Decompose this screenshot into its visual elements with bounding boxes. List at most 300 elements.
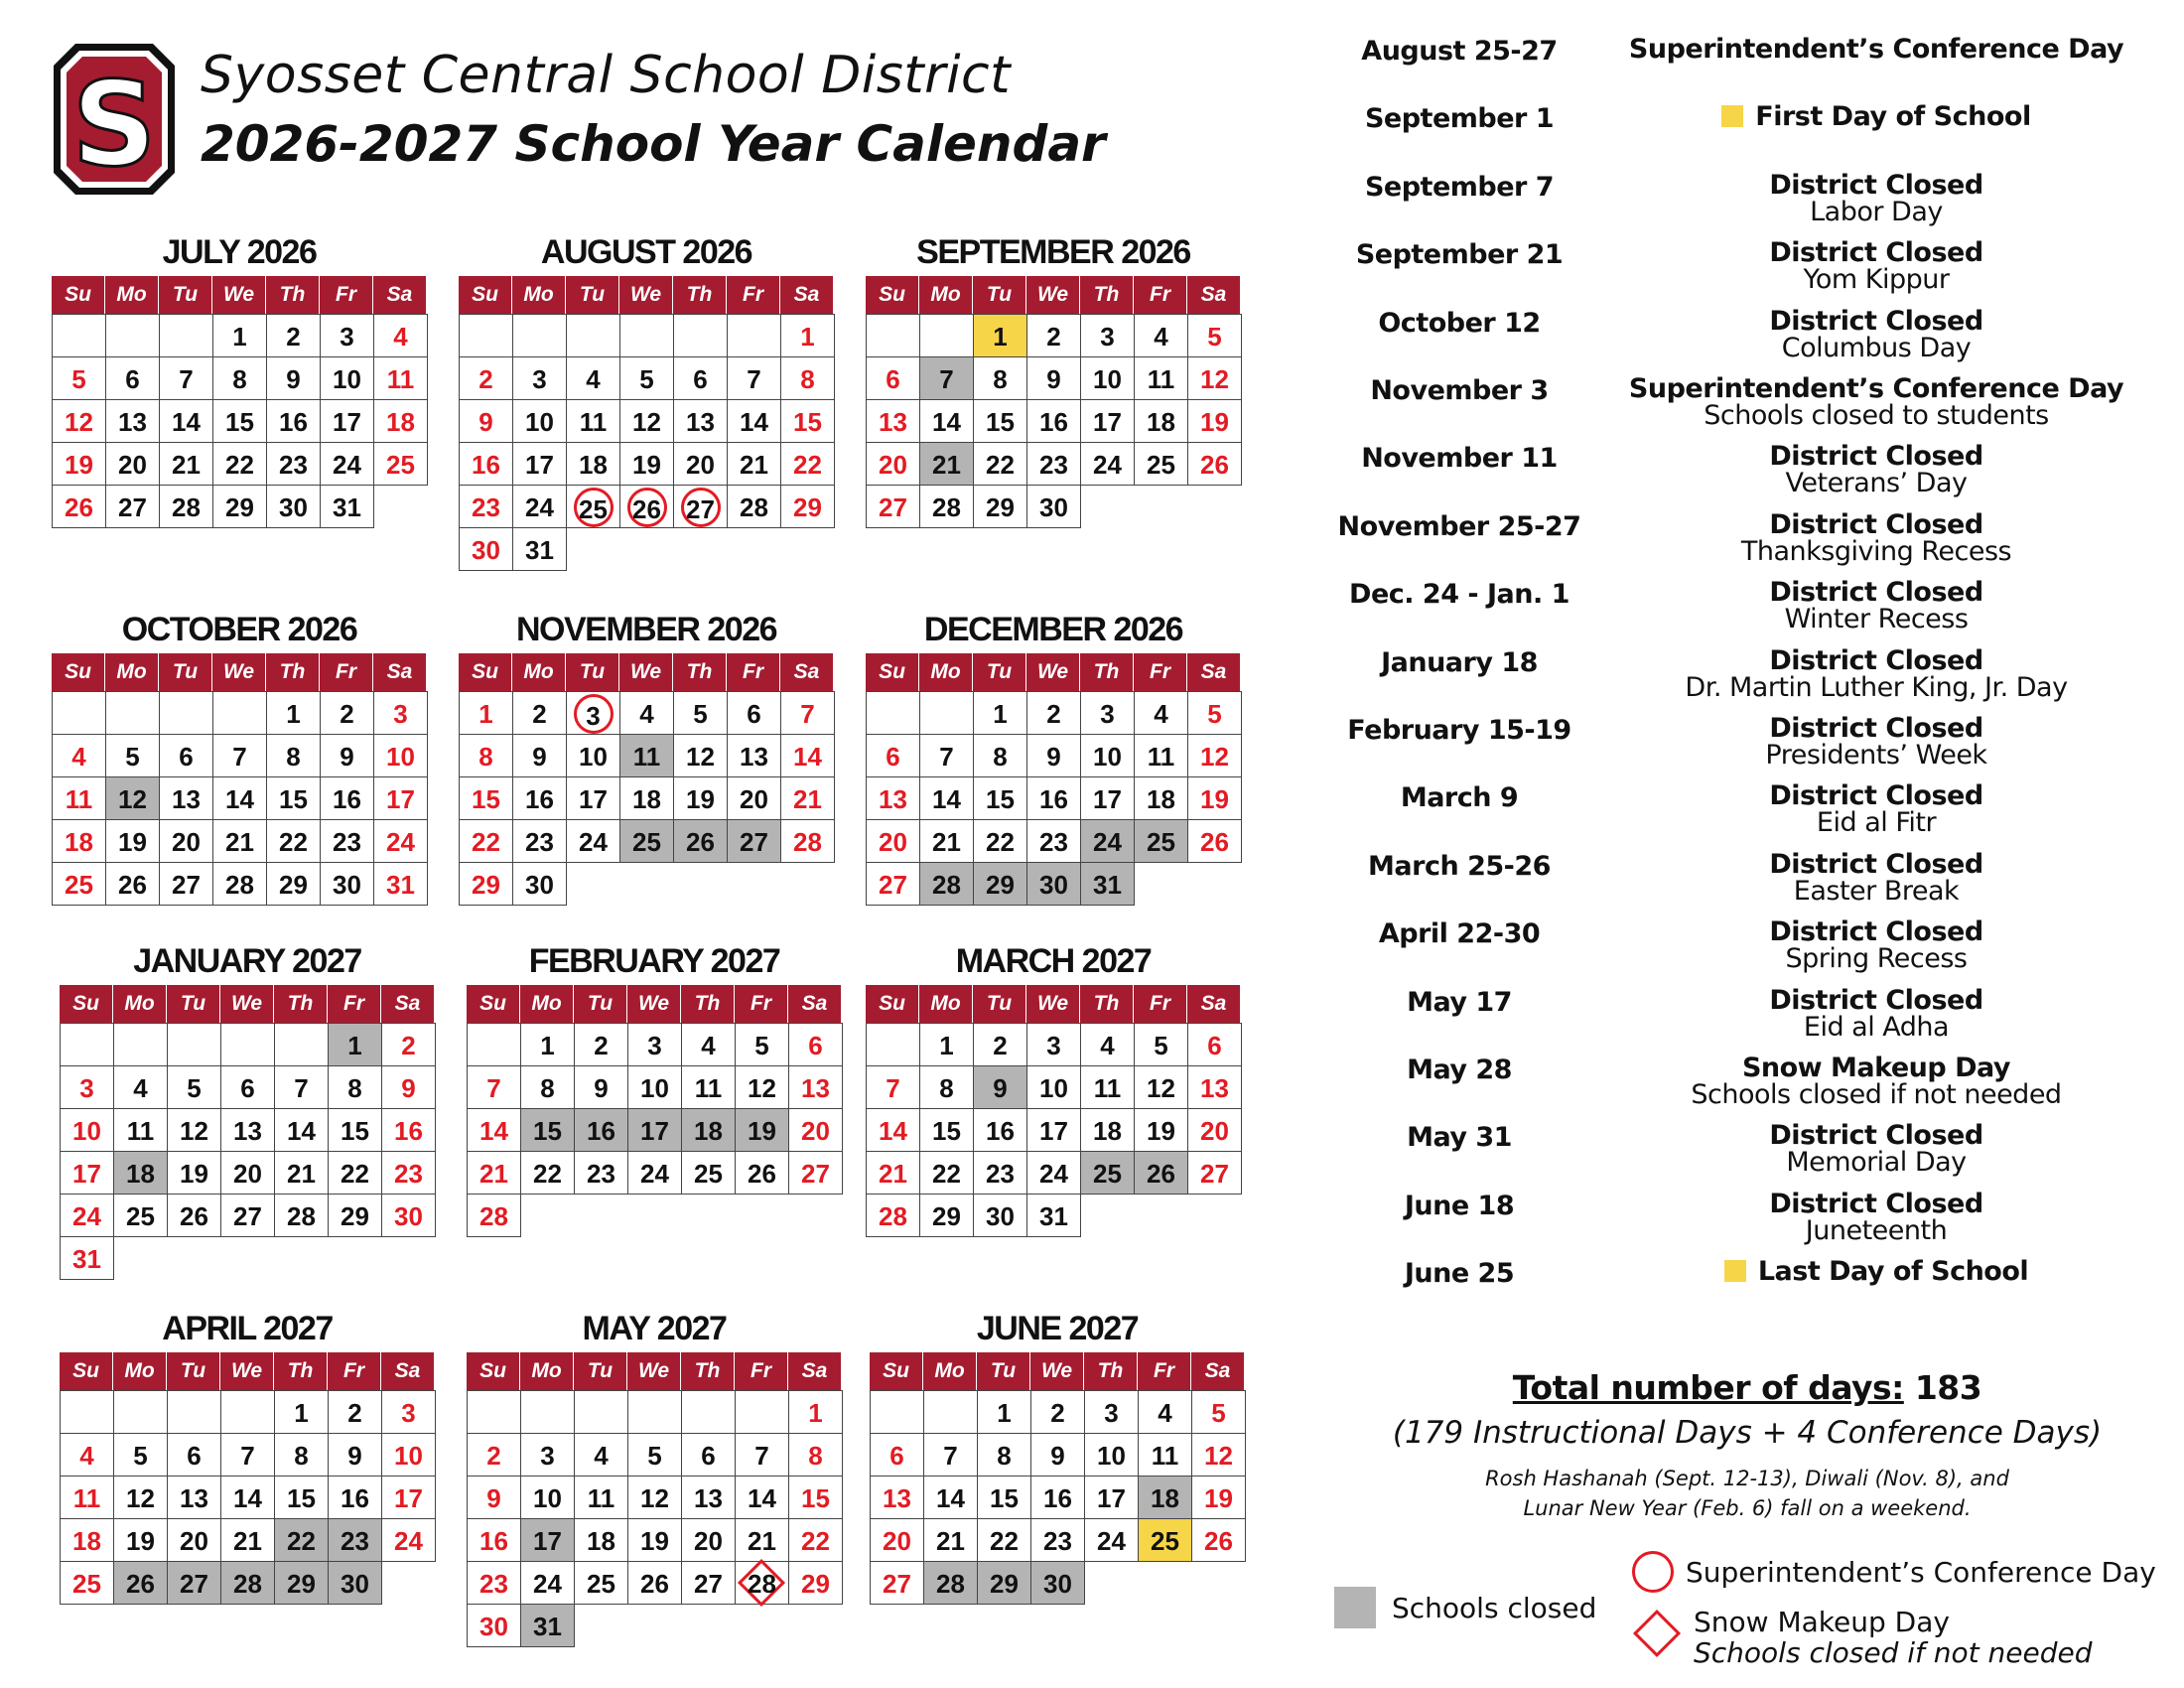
day-cell bbox=[788, 1476, 843, 1519]
day-number: 12 bbox=[1147, 1073, 1175, 1103]
empty-cell bbox=[52, 314, 106, 357]
empty-cell bbox=[1134, 862, 1188, 906]
day-cell bbox=[566, 819, 620, 863]
empty-cell bbox=[673, 527, 728, 571]
day-cell bbox=[220, 1518, 275, 1562]
day-cell bbox=[1134, 399, 1188, 443]
day-number: 24 bbox=[533, 1569, 562, 1599]
day-cell bbox=[673, 399, 728, 443]
day-cell bbox=[1030, 1390, 1085, 1434]
day-number: 30 bbox=[1043, 1569, 1072, 1599]
day-number: 13 bbox=[879, 784, 907, 814]
event-title: Snow Makeup Day bbox=[1741, 1053, 2011, 1083]
day-number: 6 bbox=[693, 364, 708, 394]
day-cell bbox=[212, 356, 267, 400]
day-number: 9 bbox=[993, 1073, 1008, 1103]
day-cell bbox=[673, 776, 728, 820]
day-number: 26 bbox=[748, 1159, 776, 1189]
day-number: 29 bbox=[986, 492, 1015, 522]
day-number: 8 bbox=[478, 742, 493, 772]
weekday-header: Tu bbox=[159, 276, 212, 314]
empty-cell bbox=[727, 527, 781, 571]
day-cell bbox=[320, 734, 374, 777]
event-date: August 25-27 bbox=[1361, 36, 1558, 67]
day-cell bbox=[1030, 1518, 1085, 1562]
weekday-header: Mo bbox=[919, 653, 973, 691]
day-cell bbox=[1026, 314, 1081, 357]
day-number: 15 bbox=[990, 1483, 1019, 1513]
day-cell bbox=[373, 442, 428, 486]
day-number: 17 bbox=[525, 450, 554, 480]
weekday-header: Sa bbox=[381, 1352, 435, 1390]
day-number: 3 bbox=[401, 1398, 416, 1428]
day-number: 19 bbox=[1200, 407, 1229, 437]
day-number: 18 bbox=[126, 1159, 155, 1189]
day-number: 25 bbox=[1151, 1526, 1179, 1556]
day-cell bbox=[1030, 1476, 1085, 1519]
day-number: 2 bbox=[1050, 1398, 1065, 1428]
day-number: 7 bbox=[486, 1073, 501, 1103]
day-cell bbox=[919, 734, 974, 777]
day-cell bbox=[1191, 1433, 1246, 1477]
day-number: 27 bbox=[233, 1201, 262, 1231]
day-cell bbox=[1080, 356, 1135, 400]
event-date: April 22-30 bbox=[1378, 918, 1541, 950]
day-number: 18 bbox=[386, 407, 415, 437]
empty-cell bbox=[220, 1023, 275, 1066]
red-circle-icon bbox=[1632, 1551, 1674, 1593]
day-cell bbox=[1080, 442, 1135, 486]
day-cell bbox=[1187, 819, 1242, 863]
day-cell bbox=[459, 356, 513, 400]
day-cell bbox=[105, 399, 160, 443]
month-name: OCTOBER 2026 bbox=[121, 611, 357, 648]
day-cell bbox=[105, 776, 160, 820]
day-cell bbox=[274, 1476, 329, 1519]
weekday-header: Th bbox=[673, 653, 727, 691]
event-subtitle: Presidents’ Week bbox=[1765, 740, 1987, 771]
day-number: 4 bbox=[594, 1441, 609, 1471]
weekday-header: Th bbox=[1080, 985, 1134, 1023]
event-date: March 25-26 bbox=[1368, 850, 1551, 882]
event-subtitle: Eid al Adha bbox=[1803, 1011, 1950, 1043]
day-number: 9 bbox=[1046, 742, 1061, 772]
district-logo bbox=[52, 42, 177, 197]
day-number: 30 bbox=[279, 492, 308, 522]
day-cell bbox=[919, 1065, 974, 1109]
day-number: 26 bbox=[65, 492, 93, 522]
day-number: 7 bbox=[747, 364, 761, 394]
day-cell bbox=[113, 1518, 168, 1562]
event-description bbox=[1598, 169, 2154, 227]
day-number: 14 bbox=[172, 407, 201, 437]
day-cell bbox=[459, 442, 513, 486]
weekday-header: Mo bbox=[512, 653, 566, 691]
weekday-header: We bbox=[1026, 276, 1080, 314]
day-number: 13 bbox=[694, 1483, 723, 1513]
day-cell bbox=[1134, 734, 1188, 777]
event-description bbox=[1598, 848, 2154, 907]
day-cell bbox=[1187, 1023, 1242, 1066]
day-cell bbox=[320, 776, 374, 820]
month-name: JULY 2026 bbox=[162, 233, 317, 271]
day-cell bbox=[727, 819, 781, 863]
day-cell bbox=[212, 485, 267, 528]
day-number: 5 bbox=[133, 1441, 148, 1471]
month-name: MAY 2027 bbox=[582, 1310, 727, 1347]
day-number: 28 bbox=[936, 1569, 965, 1599]
empty-cell bbox=[735, 1604, 789, 1647]
month-grid bbox=[52, 653, 427, 905]
empty-cell bbox=[220, 1390, 275, 1434]
day-cell bbox=[919, 1194, 974, 1237]
day-cell bbox=[520, 1476, 575, 1519]
month-grid bbox=[459, 653, 834, 905]
day-cell bbox=[977, 1433, 1031, 1477]
day-number: 16 bbox=[333, 784, 361, 814]
day-number: 5 bbox=[71, 364, 86, 394]
day-number: 13 bbox=[686, 407, 715, 437]
day-cell bbox=[727, 776, 781, 820]
empty-cell bbox=[870, 1390, 924, 1434]
day-cell bbox=[52, 356, 106, 400]
day-number: 16 bbox=[1039, 784, 1068, 814]
day-number: 26 bbox=[118, 870, 147, 900]
day-cell bbox=[113, 1476, 168, 1519]
event-date: March 9 bbox=[1400, 782, 1519, 814]
empty-cell bbox=[727, 314, 781, 357]
day-number: 6 bbox=[240, 1073, 255, 1103]
day-cell bbox=[328, 1194, 382, 1237]
day-number: 8 bbox=[540, 1073, 555, 1103]
day-cell bbox=[788, 1390, 843, 1434]
event-subtitle: Yom Kippur bbox=[1803, 264, 1950, 296]
day-number: 19 bbox=[65, 450, 93, 480]
month-name: FEBRUARY 2027 bbox=[528, 942, 780, 980]
day-cell bbox=[574, 1151, 628, 1195]
month-calendar bbox=[467, 941, 842, 1236]
day-cell bbox=[167, 1518, 221, 1562]
day-cell bbox=[780, 485, 835, 528]
day-number: 29 bbox=[279, 870, 308, 900]
day-cell bbox=[866, 1151, 920, 1195]
empty-cell bbox=[780, 527, 835, 571]
day-number: 2 bbox=[347, 1398, 362, 1428]
day-number: 26 bbox=[1200, 827, 1229, 857]
event-subtitle: Dr. Martin Luther King, Jr. Day bbox=[1685, 671, 2068, 703]
empty-cell bbox=[105, 691, 160, 735]
day-cell bbox=[274, 1433, 329, 1477]
day-cell bbox=[266, 862, 321, 906]
day-number: 21 bbox=[225, 827, 254, 857]
day-cell bbox=[788, 1518, 843, 1562]
day-number: 24 bbox=[72, 1201, 101, 1231]
day-number: 21 bbox=[932, 827, 961, 857]
day-cell bbox=[574, 1433, 628, 1477]
day-number: 5 bbox=[1154, 1031, 1168, 1060]
day-cell bbox=[266, 734, 321, 777]
day-cell bbox=[566, 442, 620, 486]
day-number: 23 bbox=[341, 1526, 369, 1556]
day-number: 21 bbox=[748, 1526, 776, 1556]
day-cell bbox=[673, 819, 728, 863]
day-number: 23 bbox=[587, 1159, 615, 1189]
day-cell bbox=[1030, 1433, 1085, 1477]
day-number: 12 bbox=[1200, 742, 1229, 772]
weekday-header: Su bbox=[467, 1352, 520, 1390]
event-date: May 28 bbox=[1407, 1055, 1512, 1085]
day-number: 11 bbox=[1093, 1073, 1122, 1103]
day-cell bbox=[1080, 776, 1135, 820]
day-number: 27 bbox=[180, 1569, 208, 1599]
day-cell bbox=[1138, 1390, 1192, 1434]
empty-cell bbox=[566, 527, 620, 571]
day-number: 19 bbox=[1200, 784, 1229, 814]
day-cell bbox=[788, 1151, 843, 1195]
day-number: 3 bbox=[393, 699, 408, 729]
empty-cell bbox=[159, 314, 213, 357]
day-cell bbox=[159, 356, 213, 400]
day-cell bbox=[212, 776, 267, 820]
day-number: 23 bbox=[1039, 450, 1068, 480]
day-number: 11 bbox=[579, 407, 608, 437]
day-cell bbox=[1134, 776, 1188, 820]
day-number: 24 bbox=[1093, 827, 1122, 857]
day-number: 20 bbox=[694, 1526, 723, 1556]
day-cell bbox=[1026, 356, 1081, 400]
day-number: 19 bbox=[748, 1116, 776, 1146]
day-cell bbox=[220, 1065, 275, 1109]
day-number: 19 bbox=[118, 827, 147, 857]
weekday-header: Tu bbox=[574, 985, 627, 1023]
day-cell bbox=[320, 862, 374, 906]
day-cell bbox=[780, 399, 835, 443]
day-cell bbox=[919, 399, 974, 443]
day-cell bbox=[1080, 1151, 1135, 1195]
day-number: 1 bbox=[347, 1031, 362, 1060]
day-number: 29 bbox=[986, 870, 1015, 900]
day-cell bbox=[467, 1476, 521, 1519]
day-number: 17 bbox=[533, 1526, 562, 1556]
day-number: 20 bbox=[801, 1116, 830, 1146]
day-cell bbox=[60, 1194, 114, 1237]
day-cell bbox=[381, 1194, 436, 1237]
day-number: 16 bbox=[587, 1116, 615, 1146]
day-cell bbox=[60, 1561, 114, 1605]
empty-cell bbox=[1080, 485, 1135, 528]
day-number: 17 bbox=[394, 1483, 423, 1513]
day-cell bbox=[780, 734, 835, 777]
empty-cell bbox=[512, 314, 567, 357]
day-number: 27 bbox=[740, 827, 768, 857]
weekday-header: Fr bbox=[1134, 653, 1187, 691]
empty-cell bbox=[1187, 485, 1242, 528]
day-cell bbox=[566, 356, 620, 400]
day-cell bbox=[467, 1194, 521, 1237]
day-number: 2 bbox=[401, 1031, 416, 1060]
weekday-header: Tu bbox=[167, 1352, 220, 1390]
day-cell bbox=[574, 1476, 628, 1519]
day-cell bbox=[512, 485, 567, 528]
day-cell bbox=[735, 1476, 789, 1519]
day-number: 21 bbox=[879, 1159, 907, 1189]
day-cell bbox=[866, 442, 920, 486]
day-cell bbox=[266, 314, 321, 357]
weekday-header: Fr bbox=[320, 653, 373, 691]
day-number: 4 bbox=[586, 364, 601, 394]
day-cell bbox=[627, 1561, 682, 1605]
day-cell bbox=[328, 1065, 382, 1109]
event-subtitle: Juneteenth bbox=[1805, 1214, 1948, 1246]
day-number: 27 bbox=[1200, 1159, 1229, 1189]
day-number: 18 bbox=[1147, 784, 1175, 814]
empty-cell bbox=[520, 1194, 575, 1237]
day-number: 11 bbox=[632, 742, 661, 772]
day-cell bbox=[681, 1151, 736, 1195]
day-number: 3 bbox=[532, 364, 547, 394]
day-number: 2 bbox=[532, 699, 547, 729]
day-number: 20 bbox=[118, 450, 147, 480]
day-number: 22 bbox=[287, 1526, 316, 1556]
day-number: 28 bbox=[932, 492, 961, 522]
day-cell bbox=[320, 485, 374, 528]
day-number: 19 bbox=[1204, 1483, 1233, 1513]
day-cell bbox=[220, 1151, 275, 1195]
day-number: 14 bbox=[287, 1116, 316, 1146]
event-description bbox=[1598, 508, 2154, 567]
day-cell bbox=[1187, 314, 1242, 357]
day-cell bbox=[459, 527, 513, 571]
day-cell bbox=[866, 862, 920, 906]
day-number: 15 bbox=[279, 784, 308, 814]
day-number: 31 bbox=[1093, 870, 1122, 900]
empty-cell bbox=[60, 1023, 114, 1066]
day-number: 21 bbox=[287, 1159, 316, 1189]
event-subtitle: Schools closed to students bbox=[1704, 400, 2049, 431]
day-cell bbox=[627, 1065, 682, 1109]
empty-cell bbox=[866, 314, 920, 357]
day-cell bbox=[1134, 819, 1188, 863]
day-cell bbox=[212, 442, 267, 486]
event-date: June 18 bbox=[1404, 1190, 1515, 1221]
weekday-header: Th bbox=[1080, 653, 1134, 691]
day-cell bbox=[1026, 1151, 1081, 1195]
day-cell bbox=[520, 1065, 575, 1109]
day-number: 20 bbox=[172, 827, 201, 857]
day-number: 25 bbox=[1147, 827, 1175, 857]
empty-cell bbox=[866, 691, 920, 735]
day-cell bbox=[735, 1023, 789, 1066]
calendar-title: 2026-2027 School Year Calendar bbox=[201, 115, 1106, 173]
day-cell bbox=[1134, 442, 1188, 486]
day-number: 2 bbox=[478, 364, 493, 394]
day-number: 18 bbox=[632, 784, 661, 814]
day-cell bbox=[870, 1518, 924, 1562]
event-title: District Closed bbox=[1769, 848, 1983, 880]
day-cell bbox=[467, 1065, 521, 1109]
weekday-header: Tu bbox=[167, 985, 220, 1023]
event-title: District Closed bbox=[1769, 1188, 1983, 1219]
day-number: 3 bbox=[540, 1441, 555, 1471]
day-number: 2 bbox=[1046, 699, 1061, 729]
day-number: 21 bbox=[740, 450, 768, 480]
day-cell bbox=[373, 356, 428, 400]
day-number: 6 bbox=[889, 1441, 904, 1471]
event-description bbox=[1598, 644, 2154, 703]
day-number: 24 bbox=[1039, 1159, 1068, 1189]
day-number: 29 bbox=[287, 1569, 316, 1599]
day-number: 1 bbox=[294, 1398, 309, 1428]
day-cell bbox=[520, 1108, 575, 1152]
day-number: 27 bbox=[883, 1569, 911, 1599]
day-number: 11 bbox=[72, 1483, 101, 1513]
day-cell bbox=[566, 485, 620, 528]
day-cell bbox=[919, 356, 974, 400]
day-cell bbox=[681, 1433, 736, 1477]
empty-cell bbox=[113, 1390, 168, 1434]
day-number: 13 bbox=[1200, 1073, 1229, 1103]
month-grid bbox=[866, 653, 1241, 905]
weekday-header: Su bbox=[60, 1352, 113, 1390]
day-number: 13 bbox=[740, 742, 768, 772]
event-date: November 25-27 bbox=[1337, 510, 1581, 542]
day-cell bbox=[381, 1108, 436, 1152]
day-number: 20 bbox=[879, 450, 907, 480]
event-description bbox=[1598, 103, 2154, 131]
day-cell bbox=[459, 776, 513, 820]
day-number: 26 bbox=[1204, 1526, 1233, 1556]
day-number: 11 bbox=[1147, 742, 1175, 772]
day-cell bbox=[780, 356, 835, 400]
event-title: Superintendent’s Conference Day bbox=[1628, 373, 2124, 404]
event-description bbox=[1598, 237, 2154, 296]
day-number: 12 bbox=[632, 407, 661, 437]
day-number: 4 bbox=[71, 742, 86, 772]
month-grid bbox=[866, 276, 1241, 527]
month-calendar bbox=[459, 610, 834, 905]
event-subtitle: Columbus Day bbox=[1781, 332, 1972, 363]
day-cell bbox=[1080, 1065, 1135, 1109]
day-number: 23 bbox=[472, 492, 500, 522]
day-cell bbox=[788, 1023, 843, 1066]
legend-snow-sublabel: Schools closed if not needed bbox=[1694, 1636, 2093, 1669]
empty-cell bbox=[60, 1390, 114, 1434]
month-calendar bbox=[870, 1309, 1245, 1604]
day-number: 24 bbox=[386, 827, 415, 857]
day-number: 22 bbox=[279, 827, 308, 857]
day-number: 25 bbox=[65, 870, 93, 900]
day-cell bbox=[681, 1476, 736, 1519]
empty-cell bbox=[574, 1194, 628, 1237]
day-number: 29 bbox=[472, 870, 500, 900]
day-cell bbox=[60, 1065, 114, 1109]
month-grid bbox=[467, 1352, 842, 1646]
day-cell bbox=[52, 776, 106, 820]
day-number: 26 bbox=[126, 1569, 155, 1599]
day-cell bbox=[266, 442, 321, 486]
day-cell bbox=[381, 1065, 436, 1109]
day-cell bbox=[681, 1108, 736, 1152]
day-cell bbox=[870, 1476, 924, 1519]
day-cell bbox=[266, 776, 321, 820]
day-number: 10 bbox=[533, 1483, 562, 1513]
day-number: 5 bbox=[1211, 1398, 1226, 1428]
month-grid bbox=[60, 1352, 435, 1604]
weekday-header: Su bbox=[866, 276, 919, 314]
day-number: 19 bbox=[126, 1526, 155, 1556]
day-number: 25 bbox=[126, 1201, 155, 1231]
day-cell bbox=[459, 734, 513, 777]
